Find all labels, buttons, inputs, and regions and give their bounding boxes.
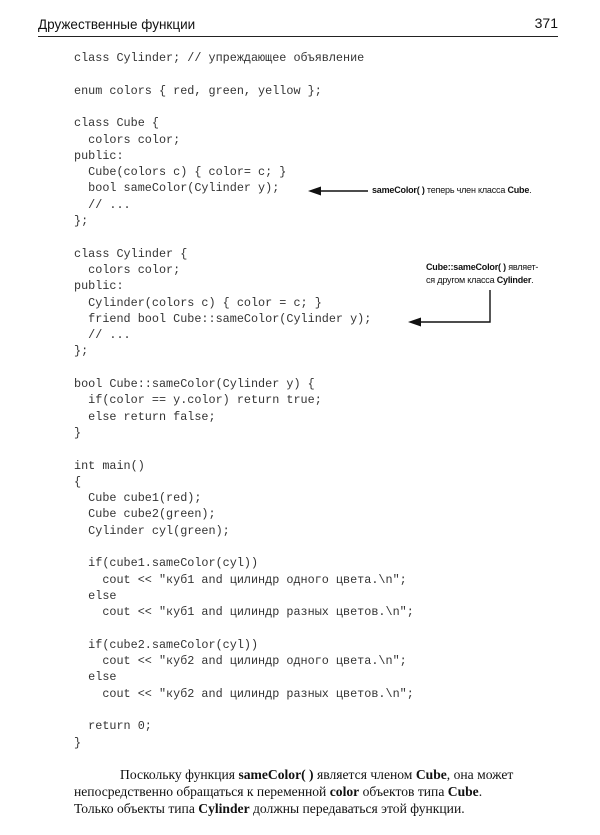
code-line: };: [74, 214, 89, 228]
code-line: // ...: [74, 197, 131, 212]
code-line: cout << "куб1 and цилиндр разных цветов.\n";: [74, 605, 414, 620]
arrow-head: [408, 318, 421, 327]
code-line: else: [74, 670, 117, 685]
code-line: friend bool Cube::sameColor(Cylinder y);: [74, 311, 372, 326]
code-line: Cylinder cyl(green);: [74, 523, 230, 538]
annotation-text: .: [529, 185, 532, 195]
body-bold: Cylinder: [198, 801, 250, 816]
code-line: colors color;: [74, 132, 181, 147]
code-line: if(color == y.color) return true;: [74, 393, 322, 408]
body-bold: color: [329, 784, 360, 799]
code-line: cout << "куб1 and цилиндр одного цвета.\n";: [74, 572, 407, 587]
code-line: class Cylinder; // упреждающее объявление: [74, 51, 365, 65]
code-line: // ...: [74, 328, 131, 343]
code-line: class Cylinder {: [74, 246, 188, 261]
body-bold: Cube: [415, 767, 447, 782]
code-line: {: [74, 474, 82, 489]
body-text: должны передаваться этой функции.: [249, 801, 465, 816]
body-text: объектов типа: [359, 784, 448, 799]
code-line: if(cube1.sameColor(cyl)): [74, 556, 259, 571]
annotation-bold: Cube::sameColor( ): [426, 262, 506, 272]
code-line: bool sameColor(Cylinder y);: [74, 181, 280, 196]
annotation-text: являет-: [505, 262, 539, 272]
body-text: .: [478, 784, 483, 799]
arrow-head: [308, 187, 321, 196]
body-text: Поскольку функция: [120, 767, 239, 782]
body-text: Только объекты типа: [74, 801, 199, 816]
annotation-text: теперь член класса: [424, 185, 508, 195]
annotation-text: .: [531, 275, 534, 285]
code-line: bool Cube::sameColor(Cylinder y) {: [74, 377, 315, 391]
body-line: [74, 783, 564, 800]
running-title: Дружественные функции: [38, 17, 196, 32]
body-bold: sameColor( ): [238, 767, 314, 782]
body-text: непосредственно обращаться к переменной: [74, 784, 330, 799]
code-line: }: [74, 735, 82, 750]
code-line: int main(): [74, 458, 145, 473]
body-text: , она может: [446, 767, 514, 782]
body-bold: Cube: [447, 784, 479, 799]
code-line: return 0;: [74, 719, 152, 734]
code-line: else return false;: [74, 409, 216, 424]
annotation-text: ся другом класса: [426, 275, 497, 285]
annotation-friend-note: [426, 261, 538, 287]
code-line: cout << "куб2 and цилиндр одного цвета.\n";: [74, 654, 407, 669]
annotation-bold: Cylinder: [496, 275, 532, 285]
page-number: 371: [534, 15, 558, 31]
code-line: Cube cube2(green);: [74, 507, 216, 522]
code-line: colors color;: [74, 262, 181, 277]
code-line: public:: [74, 148, 124, 163]
code-line: }: [74, 425, 82, 440]
body-text: является членом: [313, 767, 416, 782]
code-line: class Cube {: [74, 116, 159, 131]
annotation-samecolor-member: [372, 185, 531, 195]
body-line: [74, 766, 564, 783]
body-paragraph: [74, 766, 564, 817]
body-line: [74, 800, 564, 817]
code-line: };: [74, 344, 89, 359]
code-line: public:: [74, 279, 124, 294]
annotation-bold: Cube: [507, 185, 530, 195]
code-line: else: [74, 588, 117, 603]
code-line: cout << "куб2 and цилиндр разных цветов.\n";: [74, 686, 414, 701]
arrow-line: [420, 290, 490, 322]
annotation-bold: sameColor( ): [372, 185, 425, 195]
code-line: if(cube2.sameColor(cyl)): [74, 637, 259, 652]
code-line: enum colors { red, green, yellow };: [74, 83, 322, 98]
code-line: Cylinder(colors c) { color = c; }: [74, 295, 322, 310]
code-line: Cube cube1(red);: [74, 491, 202, 506]
code-line: Cube(colors c) { color= c; }: [74, 165, 287, 180]
